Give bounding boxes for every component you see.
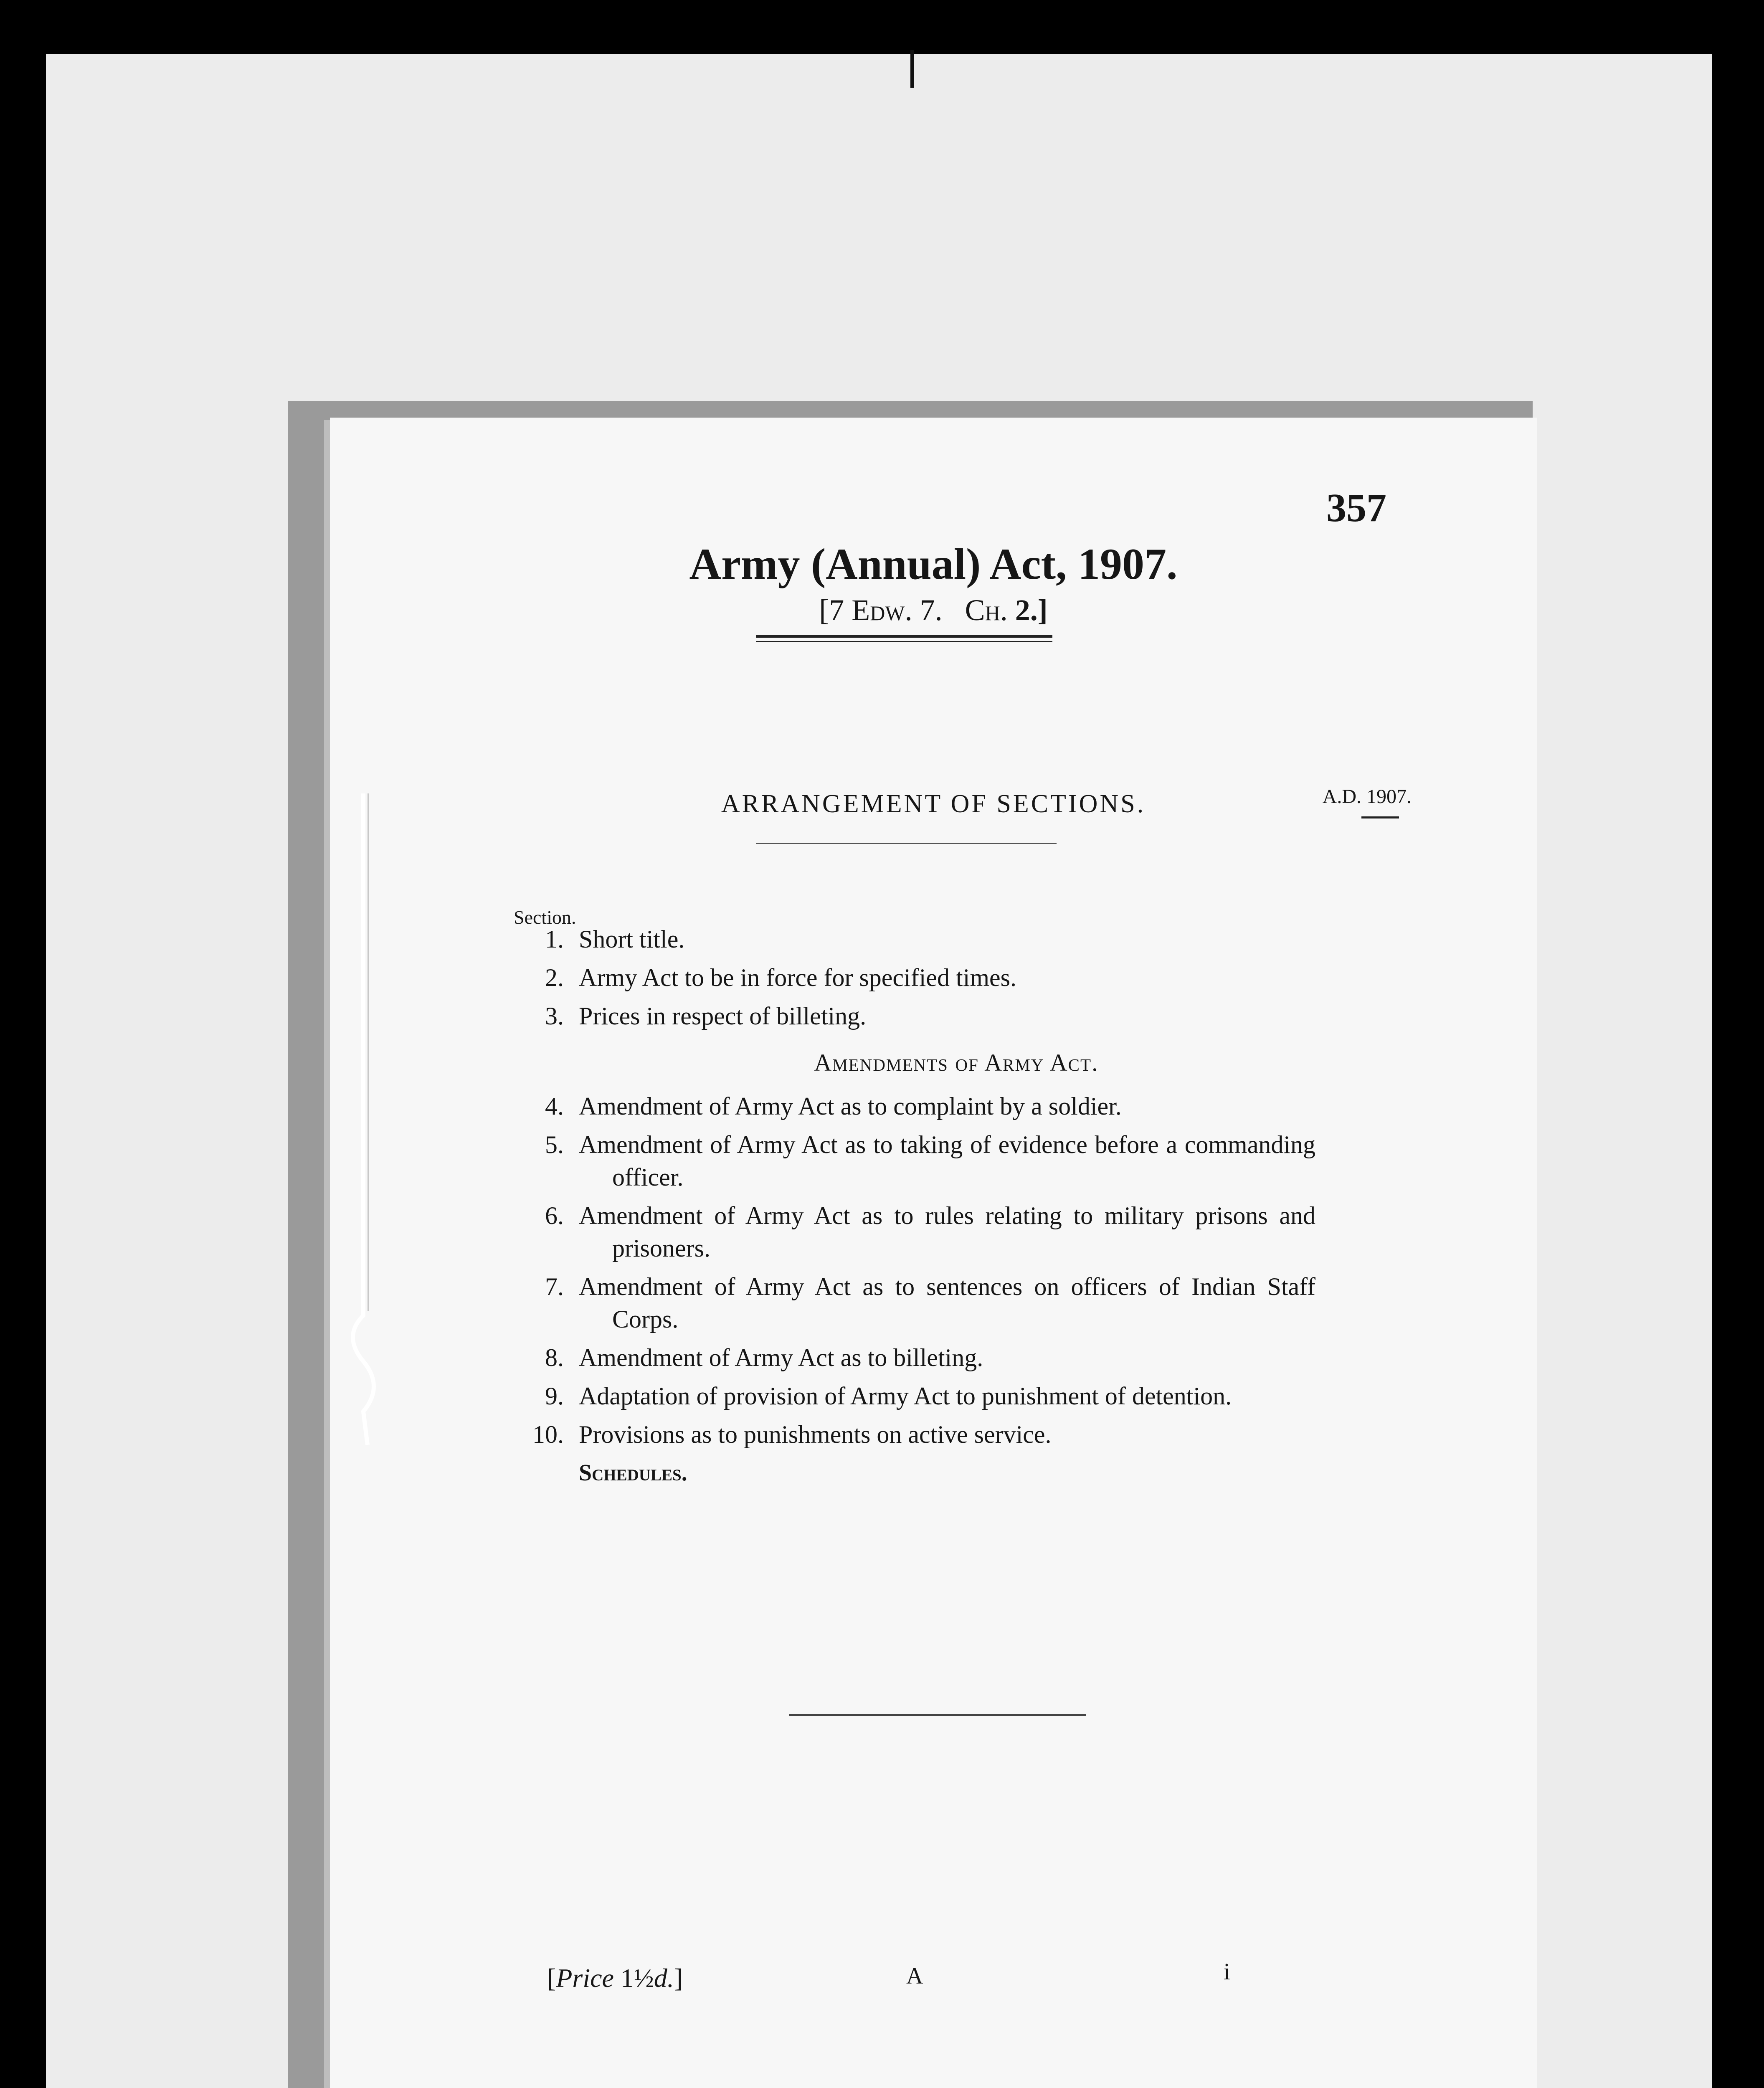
schedules-entry: Schedules. xyxy=(579,1460,687,1486)
section-text: Short title. xyxy=(579,925,685,953)
list-item xyxy=(514,923,1315,955)
mount-mark xyxy=(910,50,914,88)
section-text: Amendment of Army Act as to billeting. xyxy=(579,1344,983,1371)
section-text: Adaptation of provision of Army Act to punishment of detention. xyxy=(579,1382,1232,1410)
list-item xyxy=(514,1000,1315,1032)
price-label: Price xyxy=(556,1963,614,1993)
price-amount: 1½ xyxy=(613,1963,654,1993)
section-text: Amendment of Army Act as to sentences on officers of Indian Staff Corps. xyxy=(579,1273,1315,1333)
section-number: 7. xyxy=(545,1273,564,1300)
price-close: ] xyxy=(674,1963,683,1993)
ad-date-rule xyxy=(1361,816,1399,818)
section-text: Prices in respect of billeting. xyxy=(579,1002,867,1030)
section-number: 4. xyxy=(545,1092,564,1120)
list-item xyxy=(514,1199,1315,1264)
section-text: Provisions as to punishments on active service. xyxy=(579,1421,1052,1448)
section-number: 8. xyxy=(545,1344,564,1371)
printer-signature: A xyxy=(906,1963,923,1989)
section-text: Amendment of Army Act as to taking of evidence before a commanding officer. xyxy=(579,1131,1315,1191)
heading-rule xyxy=(756,843,1057,844)
page-number: 357 xyxy=(1326,485,1386,530)
price-unit: d. xyxy=(654,1963,674,1993)
list-item xyxy=(514,1380,1315,1412)
binding-string-icon xyxy=(338,793,388,1712)
citation-mid: 7. xyxy=(912,593,965,627)
ad-date: A.D. 1907. xyxy=(1322,786,1412,808)
price-note xyxy=(547,1963,683,1994)
section-number: 10. xyxy=(532,1421,564,1448)
page-title: Army (Annual) Act, 1907. xyxy=(689,540,1178,588)
section-label: Section. xyxy=(514,907,576,928)
document-page xyxy=(330,418,1537,2088)
section-list xyxy=(514,923,1315,1489)
section-text: Amendment of Army Act as to complaint by a soldier. xyxy=(579,1092,1122,1120)
price-open: [ xyxy=(547,1963,556,1993)
citation-chapter: Ch. xyxy=(965,593,1008,627)
list-item xyxy=(514,1270,1315,1335)
section-text: Amendment of Army Act as to rules relating to military prisons and prisoners. xyxy=(579,1202,1315,1262)
closing-rule xyxy=(789,1714,1086,1716)
list-item xyxy=(514,1128,1315,1194)
citation-open: [7 xyxy=(819,593,852,627)
section-number: 6. xyxy=(545,1202,564,1229)
list-item xyxy=(514,1090,1315,1123)
section-number: 1. xyxy=(545,925,564,953)
list-item xyxy=(514,961,1315,994)
amendments-subheading: Amendments of Army Act. xyxy=(814,1049,1099,1076)
list-item xyxy=(514,1341,1315,1374)
section-number: 2. xyxy=(545,964,564,991)
title-double-rule xyxy=(756,635,1052,642)
arrangement-heading: ARRANGEMENT OF SECTIONS. xyxy=(721,790,1146,818)
list-item xyxy=(514,1418,1315,1451)
section-number: 9. xyxy=(545,1382,564,1410)
citation-regnal: Edw. xyxy=(852,593,912,627)
page-signature: i xyxy=(1224,1959,1230,1985)
act-citation xyxy=(330,593,1537,628)
section-text: Army Act to be in force for specified times. xyxy=(579,964,1017,991)
section-number: 5. xyxy=(545,1131,564,1158)
section-number: 3. xyxy=(545,1002,564,1030)
citation-close: 2.] xyxy=(1007,593,1048,627)
